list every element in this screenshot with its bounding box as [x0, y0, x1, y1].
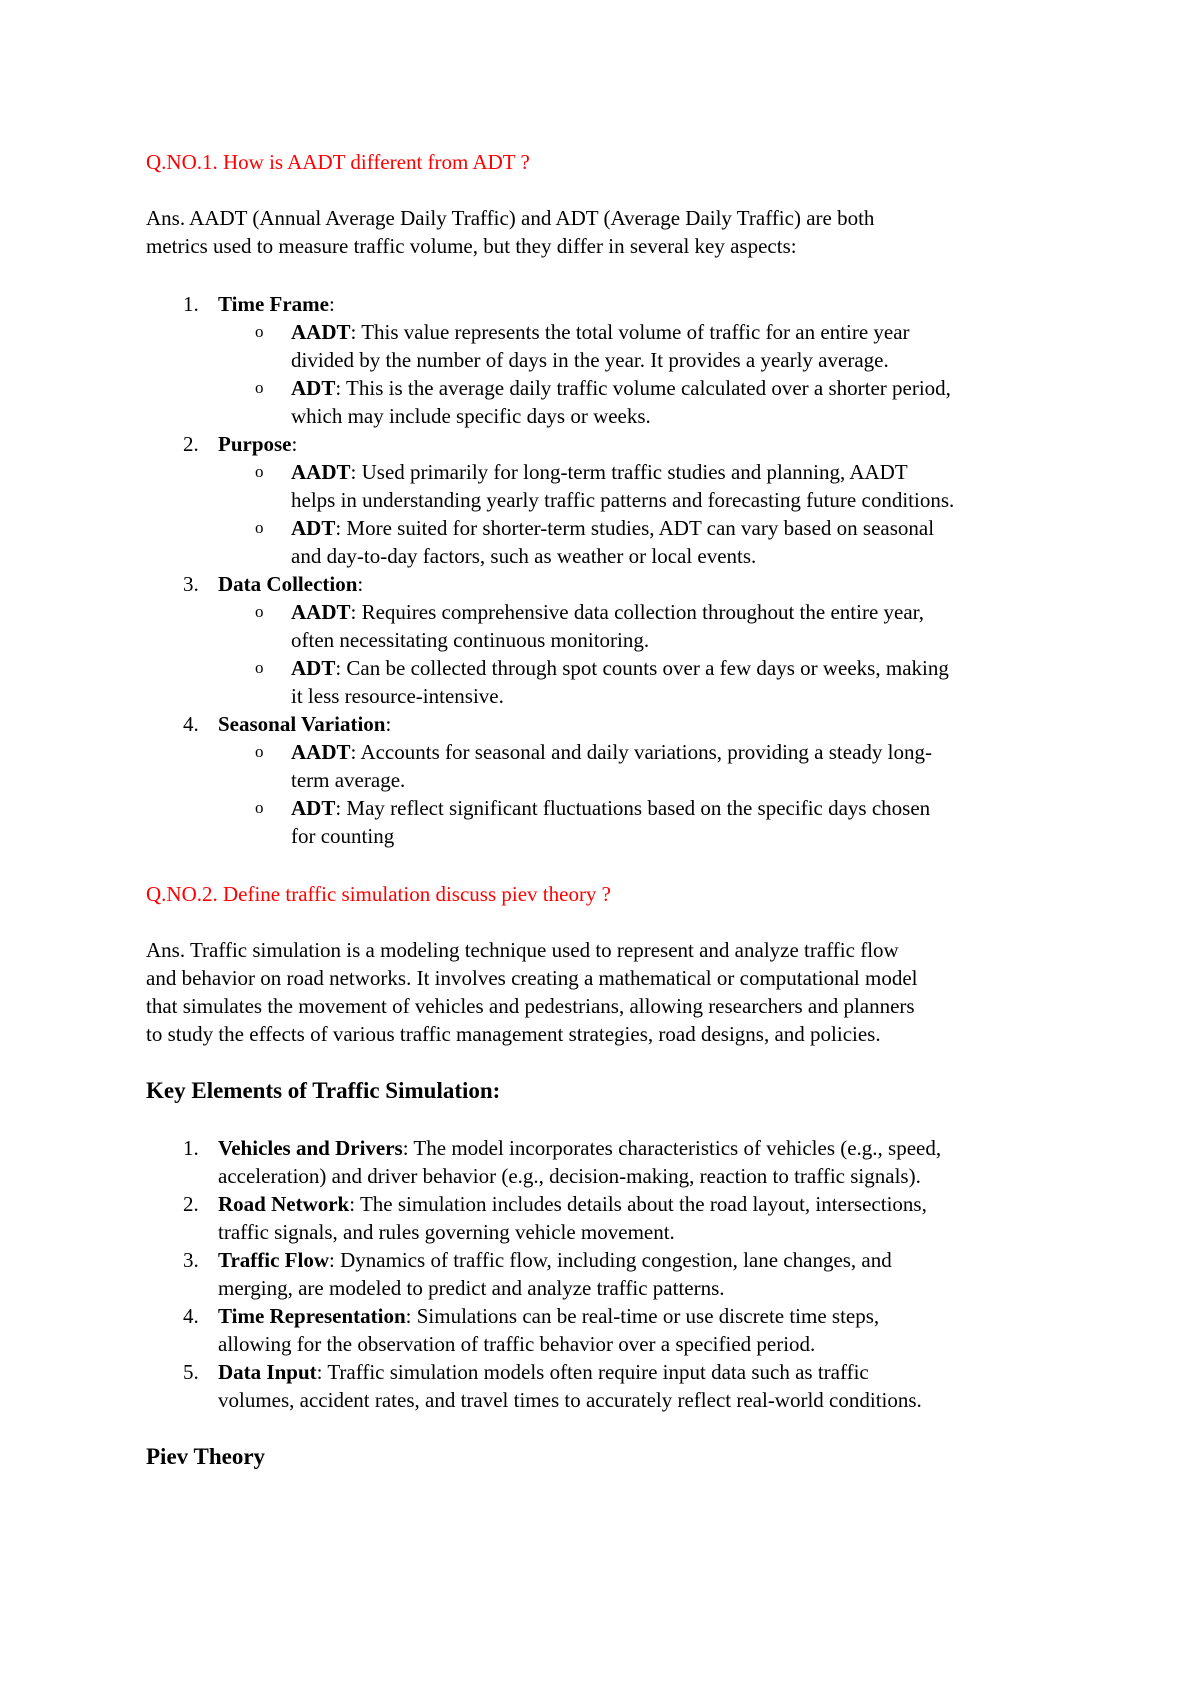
bullet-icon: o	[255, 798, 264, 817]
section-heading-key-elements: Key Elements of Traffic Simulation:	[146, 1078, 501, 1103]
sub-item-term: ADT	[291, 376, 336, 400]
sub-item-term: ADT	[291, 656, 336, 680]
sub-item-line-2: helps in understanding yearly traffic patterns and forecasting future conditions.	[291, 488, 955, 512]
aspect-title: Time Frame	[218, 292, 329, 316]
sub-item-term: ADT	[291, 796, 336, 820]
element-line-1	[218, 1134, 941, 1162]
answer-2-line: Ans. Traffic simulation is a modeling technique used to represent and analyze traffic flow	[146, 938, 899, 962]
answer-2-line: to study the effects of various traffic management strategies, road designs, and policies.	[146, 1022, 881, 1046]
aspect-number: 1.	[183, 292, 199, 316]
aspect-colon: :	[357, 572, 364, 596]
aspect-title: Purpose	[218, 432, 292, 456]
aspect-title-line	[218, 290, 335, 318]
bullet-icon: o	[255, 658, 264, 677]
sub-item-term: ADT	[291, 516, 336, 540]
aspect-colon: :	[385, 712, 392, 736]
element-term: Time Representation	[218, 1304, 406, 1328]
aspect-colon: :	[291, 432, 298, 456]
element-number: 4.	[183, 1304, 199, 1328]
element-text: : The simulation includes details about the road layout, intersections,	[349, 1192, 927, 1216]
element-line-1	[218, 1302, 879, 1330]
sub-item-line-2: for counting	[291, 824, 395, 848]
aspect-title: Data Collection	[218, 572, 358, 596]
sub-item-line-1	[291, 794, 930, 822]
answer-2-line: that simulates the movement of vehicles and pedestrians, allowing researchers and planners	[146, 994, 915, 1018]
sub-item-text: : Used primarily for long-term traffic studies and planning, AADT	[350, 460, 908, 484]
bullet-icon: o	[255, 378, 264, 397]
sub-item-text: : Can be collected through spot counts over a few days or weeks, making	[335, 656, 949, 680]
element-number: 1.	[183, 1136, 199, 1160]
sub-item-line-1	[291, 738, 932, 766]
sub-item-term: AADT	[291, 740, 351, 764]
sub-item-line-1	[291, 598, 924, 626]
sub-item-line-2: and day-to-day factors, such as weather or local events.	[291, 544, 757, 568]
sub-item-line-1	[291, 654, 949, 682]
sub-item-line-1	[291, 458, 908, 486]
sub-item-line-1	[291, 318, 910, 346]
element-text: : The model incorporates characteristics of vehicles (e.g., speed,	[402, 1136, 942, 1160]
sub-item-term: AADT	[291, 460, 351, 484]
element-term: Road Network	[218, 1192, 350, 1216]
question-2: Q.NO.2. Define traffic simulation discuss piev theory ?	[146, 882, 612, 906]
sub-item-text: : May reflect significant fluctuations based on the specific days chosen	[335, 796, 931, 820]
aspect-colon: :	[329, 292, 335, 316]
element-term: Vehicles and Drivers	[218, 1136, 403, 1160]
aspect-title-line	[218, 570, 363, 598]
aspect-title: Seasonal Variation	[218, 712, 386, 736]
sub-item-text: : More suited for shorter-term studies, ADT can vary based on seasonal	[335, 516, 935, 540]
aspect-number: 4.	[183, 712, 199, 736]
question-1: Q.NO.1. How is AADT different from ADT ?	[146, 150, 530, 174]
element-line-1	[218, 1358, 869, 1386]
element-number: 5.	[183, 1360, 199, 1384]
bullet-icon: o	[255, 602, 264, 621]
element-line-1	[218, 1190, 927, 1218]
element-term: Data Input	[218, 1360, 317, 1384]
sub-item-text: : This is the average daily traffic volume calculated over a shorter period,	[335, 376, 951, 400]
sub-item-line-2: term average.	[291, 768, 406, 792]
sub-item-line-2: it less resource-intensive.	[291, 684, 504, 708]
element-number: 2.	[183, 1192, 199, 1216]
element-line-1	[218, 1246, 892, 1274]
sub-item-text: : Accounts for seasonal and daily variations, providing a steady long-	[350, 740, 932, 764]
element-line-2: traffic signals, and rules governing vehicle movement.	[218, 1220, 675, 1244]
sub-item-term: AADT	[291, 600, 351, 624]
element-text: : Simulations can be real-time or use discrete time steps,	[405, 1304, 880, 1328]
bullet-icon: o	[255, 742, 264, 761]
sub-item-line-1	[291, 514, 934, 542]
sub-item-line-2: divided by the number of days in the year. It provides a yearly average.	[291, 348, 889, 372]
element-term: Traffic Flow	[218, 1248, 329, 1272]
element-text: : Dynamics of traffic flow, including congestion, lane changes, and	[329, 1248, 892, 1272]
aspect-title-line	[218, 710, 391, 738]
element-number: 3.	[183, 1248, 199, 1272]
element-line-2: volumes, accident rates, and travel times to accurately reflect real-world conditions.	[218, 1388, 922, 1412]
sub-item-line-2: often necessitating continuous monitoring.	[291, 628, 650, 652]
sub-item-text: : This value represents the total volume of traffic for an entire year	[350, 320, 910, 344]
element-text: : Traffic simulation models often require input data such as traffic	[316, 1360, 869, 1384]
element-line-2: allowing for the observation of traffic behavior over a specified period.	[218, 1332, 816, 1356]
answer-1-line-1: Ans. AADT (Annual Average Daily Traffic) and ADT (Average Daily Traffic) are both	[146, 206, 875, 230]
sub-item-line-2: which may include specific days or weeks.	[291, 404, 651, 428]
sub-item-term: AADT	[291, 320, 351, 344]
sub-item-line-1	[291, 374, 951, 402]
aspect-number: 2.	[183, 432, 199, 456]
answer-1-line-2: metrics used to measure traffic volume, but they differ in several key aspects:	[146, 234, 797, 258]
sub-item-text: : Requires comprehensive data collection throughout the entire year,	[350, 600, 925, 624]
element-line-2: acceleration) and driver behavior (e.g., decision-making, reaction to traffic signals).	[218, 1164, 921, 1188]
answer-2-line: and behavior on road networks. It involves creating a mathematical or computational model	[146, 966, 918, 990]
section-heading-piev-theory: Piev Theory	[146, 1444, 266, 1469]
bullet-icon: o	[255, 322, 264, 341]
aspect-title-line	[218, 430, 297, 458]
element-line-2: merging, are modeled to predict and analyze traffic patterns.	[218, 1276, 725, 1300]
bullet-icon: o	[255, 462, 264, 481]
aspect-number: 3.	[183, 572, 199, 596]
bullet-icon: o	[255, 518, 264, 537]
